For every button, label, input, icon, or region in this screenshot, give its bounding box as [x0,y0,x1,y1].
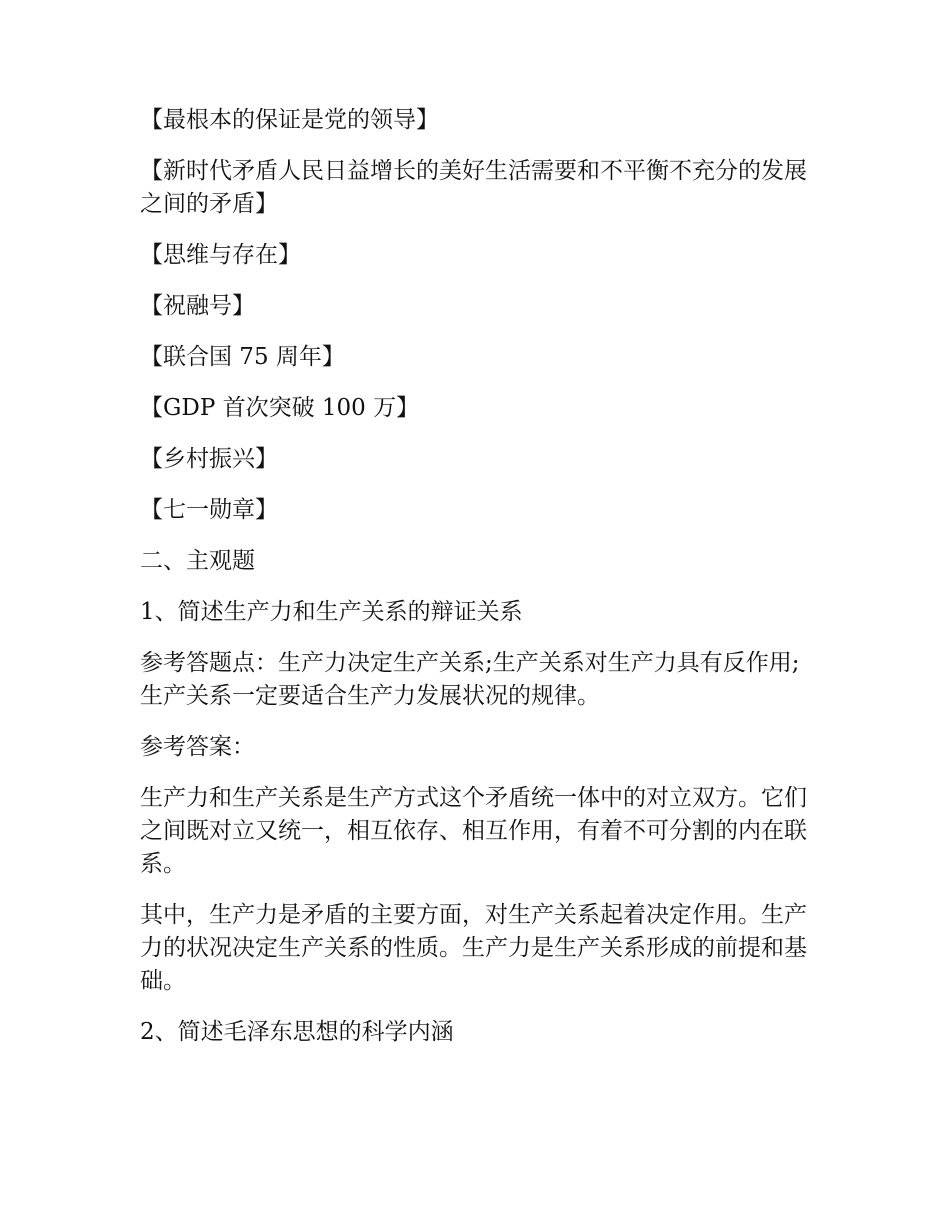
answer-points: 参考答题点：生产力决定生产关系;生产关系对生产力具有反作用;生产关系一定要适合生产力发展状况的规律。 [140,650,800,709]
keyword-item: 【祝融号】 [140,293,255,319]
keyword-item: 【联合国 75 周年】 [140,344,345,370]
keyword-item: 【七一勋章】 [140,497,278,523]
keyword-item: 【乡村振兴】 [140,446,278,472]
question-title: 2、简述毛泽东思想的科学内涵 [140,1019,454,1045]
keyword-item: 【新时代矛盾人民日益增长的美好生活需要和不平衡不充分的发展之间的矛盾】 [140,158,807,217]
question-title: 1、简述生产力和生产关系的辩证关系 [140,599,523,625]
section-heading: 二、主观题 [140,548,255,574]
answer-paragraph: 其中，生产力是矛盾的主要方面，对生产关系起着决定作用。生产力的状况决定生产关系的性质。生产力是生产关系形成的前提和基础。 [140,902,807,994]
document-body [140,104,812,1067]
keyword-item: 【GDP 首次突破 100 万】 [140,395,420,421]
answer-label: 参考答案： [140,734,255,760]
answer-paragraph: 生产力和生产关系是生产方式这个矛盾统一体中的对立双方。它们之间既对立又统一，相互依存、相互作用，有着不可分割的内在联系。 [140,785,807,877]
keyword-item: 【最根本的保证是党的领导】 [140,107,439,133]
keyword-item: 【思维与存在】 [140,242,301,268]
